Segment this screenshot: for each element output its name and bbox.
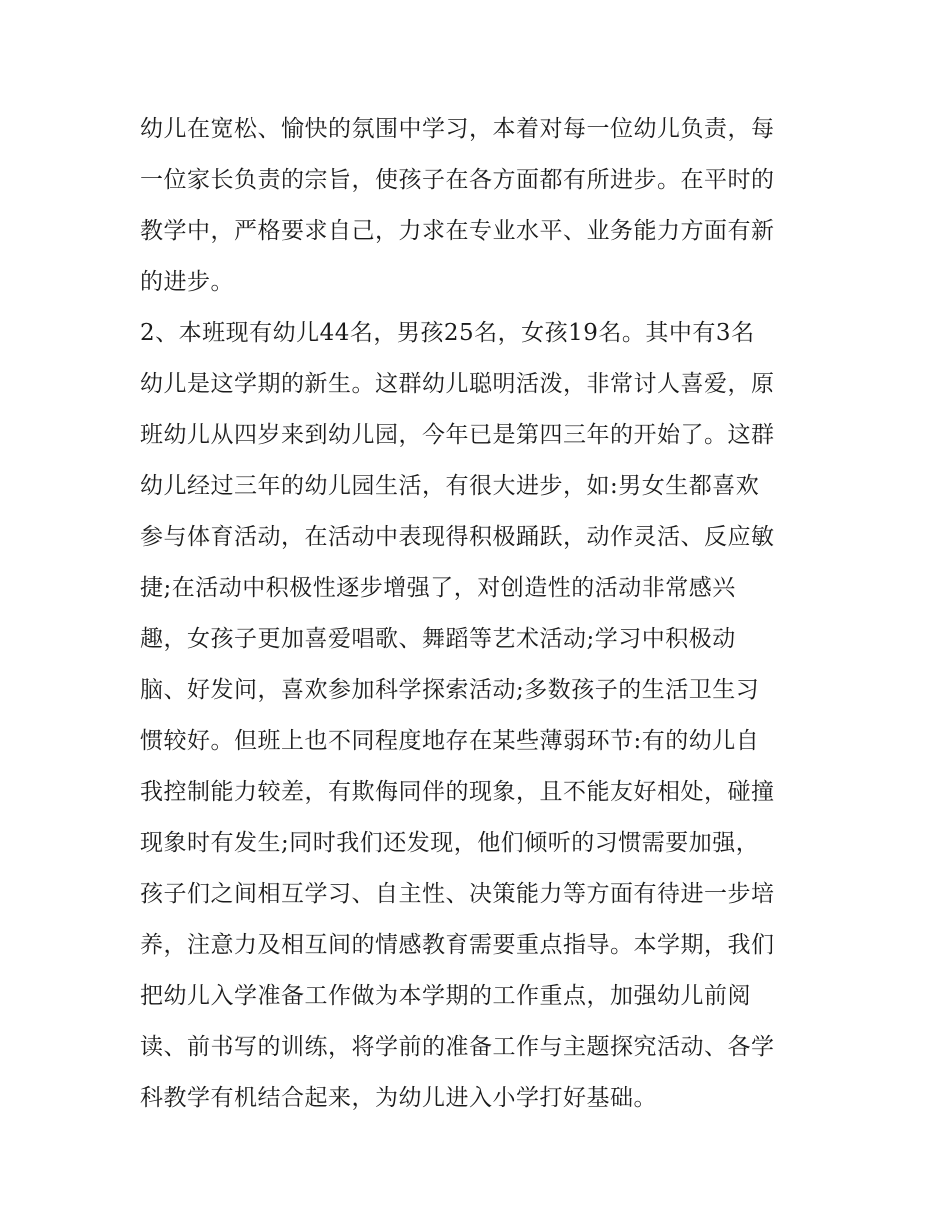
- paragraph-2-line: 我控制能力较差，有欺侮同伴的现象，且不能友好相处，碰撞: [140, 779, 775, 805]
- paragraph-1-line: 的进步。: [140, 269, 234, 295]
- paragraph-2-line: 2、本班现有幼儿44名，男孩25名，女孩19名。其中有3名: [140, 320, 755, 346]
- paragraph-2-line: 养，注意力及相互间的情感教育需要重点指导。本学期，我们: [140, 932, 775, 958]
- paragraph-2-line: 读、前书写的训练，将学前的准备工作与主题探究活动、各学: [140, 1034, 775, 1060]
- paragraph-2-line: 参与体育活动，在活动中表现得积极踊跃，动作灵活、反应敏: [140, 524, 775, 550]
- paragraph-2-line: 孩子们之间相互学习、自主性、决策能力等方面有待进一步培: [140, 881, 775, 907]
- paragraph-2-line: 现象时有发生;同时我们还发现，他们倾听的习惯需要加强，: [140, 830, 760, 856]
- paragraph-2-line: 惯较好。但班上也不同程度地存在某些薄弱环节:有的幼儿自: [140, 728, 760, 754]
- paragraph-1-line: 一位家长负责的宗旨，使孩子在各方面都有所进步。在平时的: [140, 167, 775, 193]
- paragraph-2-line: 科教学有机结合起来，为幼儿进入小学打好基础。: [140, 1085, 657, 1111]
- paragraph-2-line: 班幼儿从四岁来到幼儿园，今年已是第四三年的开始了。这群: [140, 422, 775, 448]
- paragraph-2-line: 把幼儿入学准备工作做为本学期的工作重点，加强幼儿前阅: [140, 983, 751, 1009]
- paragraph-2-line: 幼儿是这学期的新生。这群幼儿聪明活泼，非常讨人喜爱，原: [140, 371, 775, 397]
- paragraph-1-line: 教学中，严格要求自己，力求在专业水平、业务能力方面有新: [140, 218, 775, 244]
- paragraph-1-line: 幼儿在宽松、愉快的氛围中学习，本着对每一位幼儿负责，每: [140, 116, 775, 142]
- paragraph-2-line: 幼儿经过三年的幼儿园生活，有很大进步，如:男女生都喜欢: [140, 473, 760, 499]
- paragraph-2-line: 脑、好发问，喜欢参加科学探索活动;多数孩子的生活卫生习: [140, 677, 760, 703]
- paragraph-2-line: 趣，女孩子更加喜爱唱歌、舞蹈等艺术活动;学习中积极动: [140, 626, 736, 652]
- paragraph-2-line: 捷;在活动中积极性逐步增强了，对创造性的活动非常感兴: [140, 575, 736, 601]
